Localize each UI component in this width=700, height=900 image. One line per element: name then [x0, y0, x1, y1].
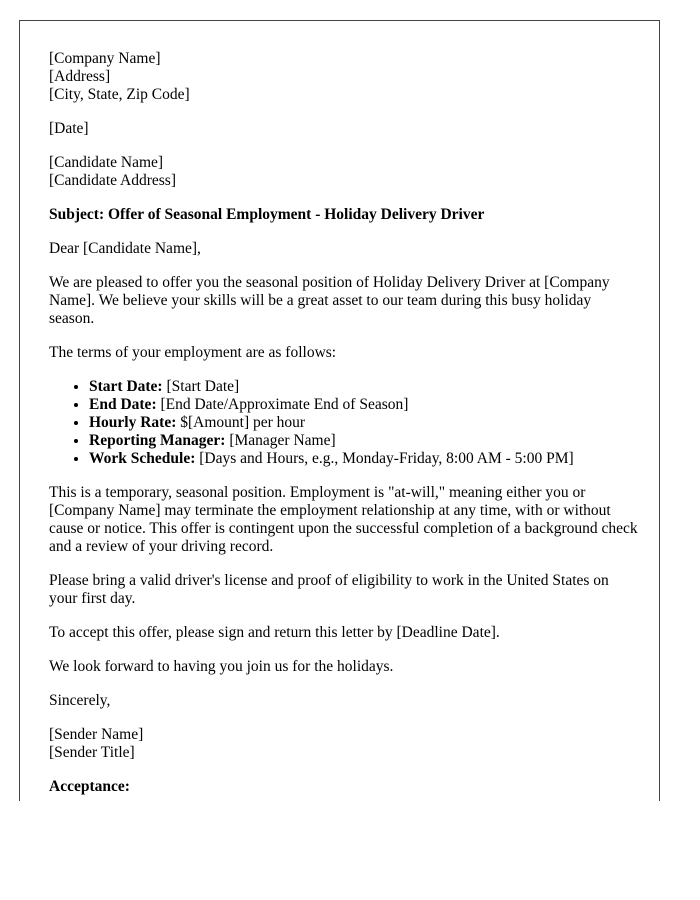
term-item-start-date — [89, 378, 639, 396]
signature-block — [49, 726, 639, 762]
term-label: End Date: — [89, 396, 157, 413]
term-item-reporting-manager — [89, 432, 639, 450]
term-label: Start Date: — [89, 378, 163, 395]
recipient-address-block — [49, 154, 639, 190]
company-city-state-zip: [City, State, Zip Code] — [49, 86, 190, 103]
company-address: [Address] — [49, 68, 111, 85]
term-label: Hourly Rate: — [89, 414, 177, 431]
sender-title: [Sender Title] — [49, 744, 135, 761]
letter-content — [49, 50, 639, 801]
sign-off: Sincerely, — [49, 692, 111, 709]
terms-intro: The terms of your employment are as follows: — [49, 344, 337, 361]
term-label: Reporting Manager: — [89, 432, 226, 449]
term-value: [Days and Hours, e.g., Monday-Friday, 8:00 AM - 5:00 PM] — [195, 450, 574, 467]
intro-paragraph: We are pleased to offer you the seasonal position of Holiday Delivery Driver at [Company Name]. We believe your skills will be a great asset to our team during this busy holiday season. — [49, 274, 610, 327]
candidate-name: [Candidate Name] — [49, 154, 164, 171]
company-address-block — [49, 50, 639, 104]
term-label: Work Schedule: — [89, 450, 196, 467]
company-name: [Company Name] — [49, 50, 161, 67]
accept-paragraph: To accept this offer, please sign and return this letter by [Deadline Date]. — [49, 624, 500, 641]
sender-name: [Sender Name] — [49, 726, 144, 743]
letter-date: [Date] — [49, 120, 89, 137]
term-item-hourly-rate — [89, 414, 639, 432]
acceptance-heading: Acceptance: — [49, 778, 130, 795]
term-value: [Manager Name] — [225, 432, 336, 449]
closing-paragraph: We look forward to having you join us for the holidays. — [49, 658, 394, 675]
terms-list — [49, 378, 639, 468]
subject-line: Subject: Offer of Seasonal Employment - Holiday Delivery Driver — [49, 206, 485, 223]
letter-page — [19, 20, 660, 801]
documents-paragraph: Please bring a valid driver's license and proof of eligibility to work in the United States on your first day. — [49, 572, 609, 607]
term-item-work-schedule — [89, 450, 639, 468]
term-value: [End Date/Approximate End of Season] — [156, 396, 409, 413]
salutation: Dear [Candidate Name], — [49, 240, 201, 257]
at-will-paragraph: This is a temporary, seasonal position. Employment is "at-will," meaning either you or [Company Name] may terminate the employment relationship at any time, with or without cause or notice. This offer is contingent upon the successful completion of a background check and a review of your driving record. — [49, 484, 638, 555]
term-value: [Start Date] — [162, 378, 240, 395]
term-value: $[Amount] per hour — [176, 414, 306, 431]
candidate-address: [Candidate Address] — [49, 172, 176, 189]
term-item-end-date — [89, 396, 639, 414]
